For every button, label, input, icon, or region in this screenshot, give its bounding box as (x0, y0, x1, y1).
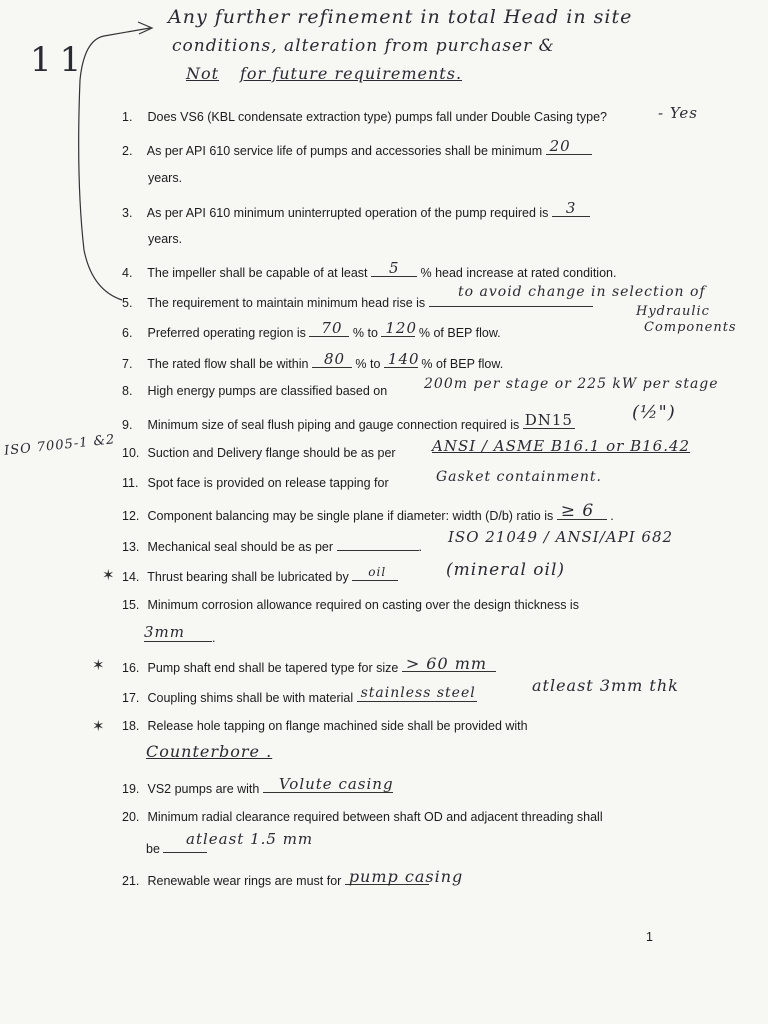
answer-19: Volute casing (278, 775, 394, 793)
question-13: 13. Mechanical seal should be as per . (122, 537, 422, 555)
question-20-cont: be (146, 839, 207, 856)
question-2-years: years. (148, 171, 183, 185)
handwritten-note-line-3a: Not (186, 64, 220, 83)
question-21: 21. Renewable wear rings are must for pump casing (122, 867, 464, 888)
answer-12: ≥ 6 (560, 501, 595, 521)
answer-5-line-3: Components (644, 320, 737, 335)
answer-6a: 70 (321, 319, 343, 337)
star-mark-14: ✶ (102, 567, 115, 584)
question-16: 16. Pump shaft end shall be tapered type for size > 60 mm (122, 658, 496, 676)
handwritten-note-line-1: Any further refinement in total Head in site (168, 6, 633, 28)
answer-17: stainless steel (360, 685, 476, 701)
answer-1: - Yes (658, 104, 699, 122)
question-1: 1. Does VS6 (KBL condensate extraction type) pumps fall under Double Casing type? (122, 110, 608, 124)
question-11: 11. Spot face is provided on release tapping for (122, 476, 389, 490)
answer-9-fraction: (½") (632, 402, 676, 423)
question-8: 8. High energy pumps are classified based on (122, 384, 388, 398)
margin-note-10: ISO 7005-1 &2 (3, 432, 117, 459)
answer-10: ANSI / ASME B16.1 or B16.42 (432, 437, 691, 455)
answer-3: 3 (565, 199, 577, 217)
answer-14-note: (mineral oil) (446, 560, 566, 580)
question-12: 12. Component balancing may be single plane if diameter: width (D/b) ratio is ≥ 6 . (122, 501, 614, 523)
answer-7b: 140 (387, 350, 420, 368)
question-17: 17. Coupling shims shall be with material stainless steel (122, 685, 476, 705)
answer-13: ISO 21049 / ANSI/API 682 (448, 528, 674, 546)
answer-16: > 60 mm (405, 654, 488, 673)
answer-9: DN15 (524, 411, 573, 429)
question-14: 14. Thrust bearing shall be lubricated by oil (122, 567, 398, 585)
question-3-years: years. (148, 232, 183, 246)
answer-17-note: atleast 3mm thk (532, 676, 679, 695)
question-18: 18. Release hole tapping on flange machined side shall be provided with (122, 719, 528, 733)
handwritten-note-line-2: conditions, alteration from purchaser & (172, 36, 555, 56)
question-15: 15. Minimum corrosion allowance required on casting over the design thickness is (122, 598, 579, 612)
page-number: 1 (646, 930, 653, 944)
answer-11: Gasket containment. (436, 469, 602, 485)
answer-2: 20 (549, 137, 571, 155)
question-10: 10. Suction and Delivery flange should be as per (122, 446, 396, 460)
answer-4: 5 (389, 259, 400, 277)
question-4: 4. The impeller shall be capable of at least 5 % head increase at rated condition. (122, 259, 617, 280)
answer-21: pump casing (348, 867, 464, 886)
question-3: 3. As per API 610 minimum uninterrupted operation of the pump required is 3 (122, 203, 590, 221)
question-7: 7. The rated flow shall be within 80 % to 140 % of BEP flow. (122, 350, 504, 371)
answer-7a: 80 (323, 350, 346, 368)
answer-8: 200m per stage or 225 kW per stage (424, 376, 719, 392)
star-mark-16: ✶ (92, 657, 105, 674)
question-2: 2. As per API 610 service life of pumps and accessories shall be minimum 20 (122, 141, 592, 159)
margin-mark: 11 (30, 40, 90, 80)
handwritten-note-line-3b: for future requirements. (240, 64, 463, 83)
question-15-blank: 3mm . (144, 623, 216, 645)
question-20: 20. Minimum radial clearance required between shaft OD and adjacent threading shall (122, 810, 603, 824)
answer-6b: 120 (385, 319, 418, 337)
answer-14: oil (368, 565, 387, 579)
star-mark-18: ✶ (92, 718, 105, 735)
answer-5-line-2: Hydraulic (636, 304, 710, 319)
question-9: 9. Minimum size of seal flush piping and gauge connection required is DN15 (122, 411, 573, 432)
answer-15: 3mm (144, 623, 185, 641)
question-6: 6. Preferred operating region is 70 % to 120 % of BEP flow. (122, 319, 501, 340)
answer-5: to avoid change in selection of (458, 284, 706, 300)
answer-18: Counterbore . (146, 742, 273, 761)
answer-20: atleast 1.5 mm (186, 830, 314, 848)
question-19: 19. VS2 pumps are with Volute casing (122, 775, 394, 796)
question-5: 5. The requirement to maintain minimum head rise is (122, 293, 593, 311)
